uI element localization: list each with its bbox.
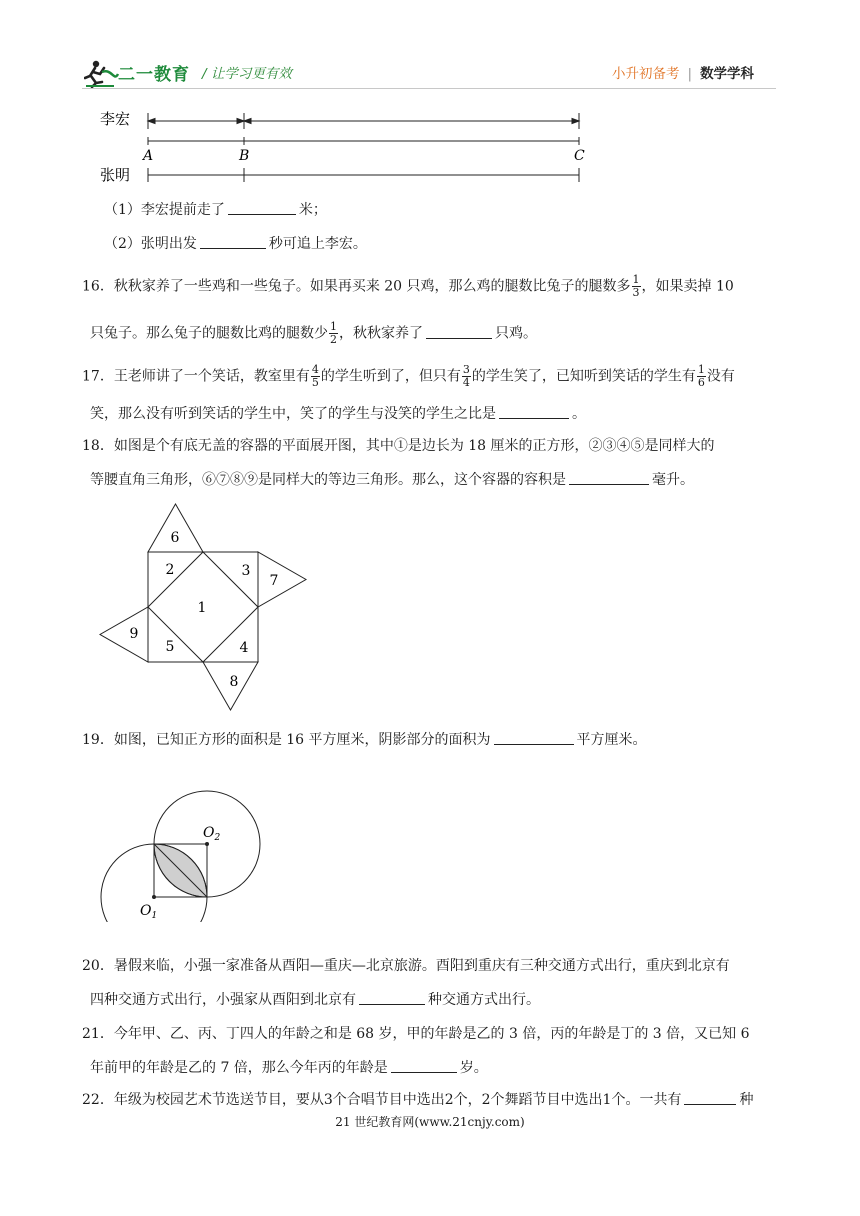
circles-square-figure [96,762,266,922]
answer-blank[interactable] [391,1058,457,1073]
fraction: $\frac{1}{3}$ [632,273,640,299]
q17-line1: 17．王老师讲了一个笑话，教室里有 $\frac{4}{5}$ 的学生听到了，但只有 $\frac{3}{4}$ 的学生笑了，已知听到笑话的学生有 $\frac{1}{6}$ 没有 [82,363,735,389]
q15-part1: （1）李宏提前走了 米； [104,202,327,218]
net-label-5: 5 [165,639,175,655]
answer-blank[interactable] [359,990,425,1005]
label-o2: $O_2$ [203,825,221,843]
exam-label: 小升初备考 [612,66,680,82]
fraction: $\frac{1}{2}$ [330,320,337,346]
net-label-1: 1 [197,600,207,616]
net-label-8: 8 [229,674,239,690]
page-footer: 21 世纪教育网(www.21cnjy.com) [335,1115,525,1129]
answer-blank[interactable] [499,404,569,419]
q15-part2: （2）张明出发 秒可追上李宏。 [104,236,367,252]
net-label-6: 6 [170,530,180,546]
net-label-2: 2 [165,562,175,578]
header-separator: | [687,66,693,82]
net-label-3: 3 [241,563,251,579]
container-net-figure [96,500,310,716]
fraction: $\frac{4}{5}$ [311,363,319,389]
answer-blank[interactable] [684,1090,736,1105]
q20-line2: 四种交通方式出行，小强家从酉阳到北京有 种交通方式出行。 [90,992,540,1008]
net-label-9: 9 [129,626,139,642]
net-triangle-7 [258,552,306,607]
q16-line2: 只兔子。那么兔子的腿数比鸡的腿数少 $\frac{1}{2}$ ，秋秋家养了 只鸡。 [90,320,537,346]
q19-line: 19．如图，已知正方形的面积是 16 平方厘米，阴影部分的面积为 平方厘米。 [82,732,647,748]
diagram-label-zhangming: 张明 [100,166,131,184]
diagram-label-lihong: 李宏 [100,110,131,128]
subject-label: 数学学科 [700,66,755,82]
point-c-label: C [574,148,585,164]
distance-diagram [96,104,596,190]
center-o2 [205,842,209,846]
answer-blank[interactable] [200,234,266,249]
q16-line1: 16．秋秋家养了一些鸡和一些兔子。如果再买来 20 只鸡，那么鸡的腿数比兔子的腿数多 $\frac{1}{3}$ ，如果卖掉 10 [82,273,734,299]
q17-line2: 笑，那么没有听到笑话的学生中，笑了的学生与没笑的学生之比是 。 [90,406,586,422]
q22-line1: 22．年级为校园艺术节选送节目，要从3个合唱节目中选出2个，2个舞蹈节目中选出1个。一共有 种 [82,1092,754,1108]
arrowhead-bc-right [572,119,579,124]
net-label-4: 4 [239,640,249,656]
header-divider [82,88,776,89]
answer-blank[interactable] [494,730,574,745]
q18-line1: 18．如图是个有底无盖的容器的平面展开图，其中①是边长为 18 厘米的正方形，②③④⑤是同样大的 [82,438,715,454]
label-o1: $O_1$ [140,903,158,921]
arrowhead-bc-left [244,119,251,124]
center-o1 [152,895,156,899]
fraction: $\frac{3}{4}$ [462,363,470,389]
q20-line1: 20．暑假来临，小强一家准备从酉阳—重庆—北京旅游。酉阳到重庆有三种交通方式出行，重庆到北京有 [82,958,730,974]
header-right [612,62,754,82]
q21-line2: 年前甲的年龄是乙的 7 倍，那么今年丙的年龄是 岁。 [90,1060,488,1076]
fraction: $\frac{1}{6}$ [697,363,705,389]
q21-line1: 21．今年甲、乙、丙、丁四人的年龄之和是 68 岁，甲的年龄是乙的 3 倍，丙的年龄是丁的 3 倍，又已知 6 [82,1026,750,1042]
point-a-label: A [143,148,154,164]
net-label-7: 7 [269,573,279,589]
net-triangle-9 [100,607,148,662]
q18-line2: 等腰直角三角形，⑥⑦⑧⑨是同样大的等边三角形。那么，这个容器的容积是 毫升。 [90,472,694,488]
arrowhead-ab-left [148,119,155,124]
answer-blank[interactable] [569,470,649,485]
point-b-label: B [239,148,250,164]
brand-slogan: / 让学习更有效 [202,66,292,82]
answer-blank[interactable] [228,200,296,215]
answer-blank[interactable] [426,324,492,339]
brand-name: 二一教育 [118,65,190,85]
